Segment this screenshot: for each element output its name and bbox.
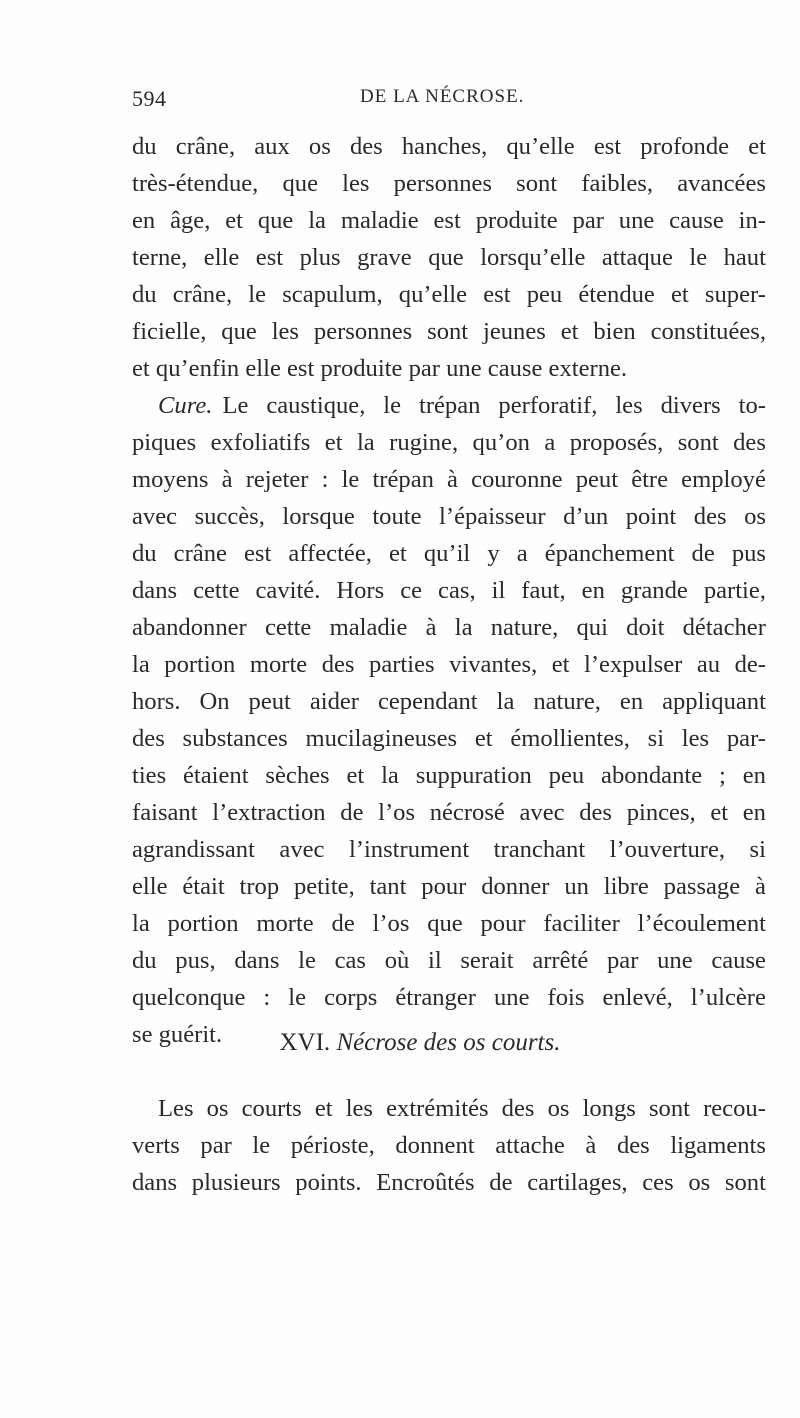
word: trépan: [372, 466, 434, 493]
word: tranchant: [493, 836, 586, 863]
section-title: Nécrose des os courts.: [336, 1029, 561, 1056]
word: crâne,: [172, 281, 233, 308]
word: à: [754, 873, 766, 900]
word: des: [132, 725, 165, 752]
word: dans: [234, 947, 280, 974]
word: périoste,: [290, 1132, 375, 1159]
text-line: [132, 683, 766, 720]
word: crâne: [173, 540, 227, 567]
word: le: [341, 466, 360, 493]
text-line: [132, 1090, 766, 1127]
word: peut: [575, 466, 619, 493]
word: haut: [723, 244, 766, 271]
word: passage: [663, 873, 741, 900]
word: longs: [582, 1095, 636, 1122]
word: au: [696, 651, 721, 678]
word: hanches,: [401, 133, 488, 160]
word: ces: [642, 1169, 674, 1196]
word: maladie: [329, 614, 408, 641]
word: morte: [249, 651, 308, 678]
word: profonde: [640, 133, 730, 160]
word: enlevé,: [602, 984, 673, 1011]
text-line: [132, 572, 766, 609]
word: les: [342, 170, 370, 197]
cure-first-line: Le caustique, le trépan perforatif, les divers to-: [222, 392, 766, 419]
word: os: [206, 1095, 229, 1122]
word: le: [288, 984, 307, 1011]
word: âge,: [170, 207, 211, 234]
word: qu’elle: [506, 133, 575, 160]
word: les: [345, 1095, 374, 1122]
word: ;: [718, 762, 726, 789]
text-line: [132, 720, 766, 757]
word: points.: [295, 1169, 362, 1196]
word: exfoliatifs: [210, 429, 311, 456]
word: par-: [726, 725, 766, 752]
word: cas: [334, 947, 366, 974]
word: une: [657, 947, 693, 974]
word: nature,: [533, 688, 601, 715]
word: nécrosé: [429, 799, 505, 826]
word: et: [560, 318, 579, 345]
word: ligaments: [670, 1132, 766, 1159]
word: émollientes,: [510, 725, 630, 752]
word: cependant: [377, 688, 478, 715]
word: que: [427, 910, 463, 937]
word: en: [619, 688, 644, 715]
word: était: [182, 873, 225, 900]
word: crâne,: [175, 133, 236, 160]
text-line: [132, 1164, 766, 1201]
word: os: [688, 1169, 711, 1196]
word: portion: [164, 651, 236, 678]
word: l’os: [372, 910, 410, 937]
word: moyens: [132, 466, 209, 493]
word: avec: [519, 799, 565, 826]
running-head: [132, 86, 752, 116]
word: que: [428, 244, 464, 271]
word: produite: [475, 207, 558, 234]
word: et: [474, 725, 493, 752]
word: abondante: [601, 762, 703, 789]
word: du: [132, 281, 157, 308]
text-line: [132, 905, 766, 942]
word: en: [581, 577, 605, 604]
word: couronne: [471, 466, 563, 493]
word: à: [585, 1132, 597, 1159]
word: à: [425, 614, 437, 641]
word: suppuration: [415, 762, 532, 789]
word: et: [314, 1095, 333, 1122]
word: sont: [677, 429, 719, 456]
word: libre: [603, 873, 649, 900]
word: peut: [248, 688, 291, 715]
word: est: [433, 207, 461, 234]
word: qui: [576, 614, 608, 641]
word: faisant: [132, 799, 198, 826]
word: la: [454, 614, 473, 641]
word: aux: [254, 133, 290, 160]
word: rugine,: [389, 429, 459, 456]
word: être: [631, 466, 669, 493]
word: pour: [480, 910, 526, 937]
word: ce: [400, 577, 423, 604]
word: une: [618, 207, 655, 234]
text-line: [132, 535, 766, 572]
word: os: [308, 133, 331, 160]
text-line: [132, 942, 766, 979]
text-line: [132, 461, 766, 498]
text-line: [132, 239, 766, 276]
word: trop: [239, 873, 280, 900]
word: employé: [681, 466, 766, 493]
word: le: [252, 1132, 271, 1159]
word: de: [331, 910, 355, 937]
word: Encroûtés: [376, 1169, 475, 1196]
word: et: [710, 799, 729, 826]
word: est: [593, 133, 622, 160]
word: On: [199, 688, 230, 715]
word: plus: [299, 244, 341, 271]
word: cause: [669, 207, 724, 234]
word: ties: [132, 762, 167, 789]
word: petite,: [293, 873, 355, 900]
text-line: [132, 646, 766, 683]
word: qu’on: [472, 429, 530, 456]
section-heading: [0, 1025, 800, 1061]
word: morte: [256, 910, 314, 937]
text-line: [132, 868, 766, 905]
word: scapulum,: [282, 281, 383, 308]
word: substances: [182, 725, 288, 752]
word: mucilagineuses: [305, 725, 458, 752]
word: cartilages,: [527, 1169, 628, 1196]
text-line: se guérit.: [132, 1021, 223, 1048]
word: l’épaisseur: [439, 503, 546, 530]
text-line-cure: [132, 387, 766, 424]
word: sont: [724, 1169, 766, 1196]
word: fois: [547, 984, 585, 1011]
word: la: [381, 762, 399, 789]
word: étaient: [183, 762, 249, 789]
word: du: [132, 947, 157, 974]
word: elle: [203, 244, 240, 271]
word: attaque: [601, 244, 673, 271]
word: et: [225, 207, 243, 234]
word: avec: [132, 503, 178, 530]
word: et: [551, 651, 570, 678]
word: portion: [167, 910, 239, 937]
word: en: [132, 207, 156, 234]
word: et: [388, 540, 407, 567]
word: la: [308, 207, 326, 234]
text-line: [132, 831, 766, 868]
word: appliquant: [662, 688, 766, 715]
word: les: [681, 725, 710, 752]
word: succès,: [194, 503, 265, 530]
word: :: [321, 466, 329, 493]
word: par: [200, 1132, 232, 1159]
word: plusieurs: [191, 1169, 281, 1196]
word: doit: [626, 614, 665, 641]
word: l’ulcère: [690, 984, 766, 1011]
word: un: [564, 873, 589, 900]
word: des: [693, 503, 727, 530]
word: os: [744, 503, 766, 530]
word: épanchement: [544, 540, 675, 567]
word: :: [263, 984, 271, 1011]
word: rejeter: [245, 466, 309, 493]
text-line: et qu’enfin elle est produite par une cause externe.: [132, 355, 628, 382]
word: des: [579, 799, 613, 826]
word: sont: [516, 170, 558, 197]
running-title: DE LA NÉCROSE.: [360, 86, 525, 107]
word: dans: [132, 1169, 178, 1196]
word: nature,: [490, 614, 559, 641]
word: de-: [734, 651, 766, 678]
word: l’os: [378, 799, 416, 826]
word: quelconque: [132, 984, 246, 1011]
word: si: [647, 725, 665, 752]
word: une: [493, 984, 530, 1011]
word: sont: [648, 1095, 690, 1122]
word: cavité.: [255, 577, 321, 604]
word: étranger: [395, 984, 476, 1011]
word: en: [742, 762, 766, 789]
word: des: [349, 133, 383, 160]
word: peu: [526, 281, 563, 308]
word: personnes: [393, 170, 492, 197]
word: du: [132, 133, 157, 160]
word: de: [489, 1169, 513, 1196]
page-number: 594: [132, 86, 167, 111]
word: personnes: [313, 318, 413, 345]
word: est: [255, 244, 284, 271]
word: l’extraction: [212, 799, 326, 826]
word: la: [496, 688, 515, 715]
text-line: [132, 276, 766, 313]
word: vivantes,: [449, 651, 538, 678]
word: abandonner: [132, 614, 247, 641]
word: des: [501, 1095, 535, 1122]
text-line: [132, 794, 766, 831]
word: et: [324, 429, 343, 456]
word: le: [689, 244, 708, 271]
word: où: [384, 947, 410, 974]
word: est: [244, 540, 272, 567]
word: la: [356, 429, 375, 456]
word: en: [742, 799, 766, 826]
word: in-: [738, 207, 766, 234]
word: attache: [495, 1132, 565, 1159]
word: sèches: [265, 762, 330, 789]
word: des: [733, 429, 766, 456]
text-line: [132, 979, 766, 1016]
word: arrêté: [532, 947, 589, 974]
body-text-section: [132, 1090, 766, 1201]
word: du: [132, 540, 157, 567]
word: donnent: [395, 1132, 475, 1159]
word: que: [221, 318, 257, 345]
word: lorsqu’elle: [480, 244, 586, 271]
word: faciliter: [543, 910, 620, 937]
word: les: [271, 318, 300, 345]
word: maladie: [340, 207, 419, 234]
word: le: [248, 281, 267, 308]
word: avec: [279, 836, 325, 863]
word: lorsque: [282, 503, 355, 530]
word: à: [221, 466, 233, 493]
text-line: [132, 313, 766, 350]
word: piques: [132, 429, 197, 456]
word: et: [346, 762, 365, 789]
word: peu: [548, 762, 585, 789]
word: sont: [427, 318, 469, 345]
word: dans: [132, 577, 178, 604]
cure-lead: Cure.: [158, 392, 213, 419]
text-line: [132, 165, 766, 202]
word: et: [671, 281, 689, 308]
word: y: [487, 540, 500, 567]
word: corps: [324, 984, 378, 1011]
word: partie,: [703, 577, 766, 604]
word: qu’elle: [398, 281, 468, 308]
word: tant: [369, 873, 407, 900]
word: la: [132, 910, 150, 937]
word: Les: [158, 1095, 194, 1122]
word: constituées,: [650, 318, 766, 345]
word: terne,: [132, 244, 188, 271]
word: courts: [241, 1095, 302, 1122]
word: grande: [620, 577, 688, 604]
word: parties: [369, 651, 435, 678]
word: elle: [132, 873, 168, 900]
word: donner: [481, 873, 550, 900]
word: des: [616, 1132, 650, 1159]
word: pus,: [175, 947, 216, 974]
word: si: [749, 836, 766, 863]
section-number: XVI.: [279, 1029, 331, 1056]
word: ficielle,: [132, 318, 207, 345]
word: détacher: [682, 614, 766, 641]
word: que: [257, 207, 294, 234]
body-text: [132, 128, 766, 1053]
word: a: [516, 540, 528, 567]
word: cause: [711, 947, 766, 974]
text-line: [132, 128, 766, 165]
text-line: [132, 609, 766, 646]
word: pus: [731, 540, 766, 567]
word: étendue: [578, 281, 655, 308]
word: proposés,: [569, 429, 664, 456]
word: l’écoulement: [637, 910, 766, 937]
word: par: [607, 947, 639, 974]
word: toute: [372, 503, 422, 530]
word: pour: [421, 873, 467, 900]
word: verts: [132, 1132, 180, 1159]
word: serait: [460, 947, 514, 974]
word: et: [748, 133, 766, 160]
word: bien: [593, 318, 636, 345]
word: agrandissant: [132, 836, 255, 863]
word: extrémités: [386, 1095, 489, 1122]
word: os: [547, 1095, 570, 1122]
word: jeunes: [483, 318, 546, 345]
word: faibles,: [581, 170, 654, 197]
word: que: [282, 170, 318, 197]
word: aider: [309, 688, 359, 715]
word: avancées: [677, 170, 766, 197]
word: il: [427, 947, 442, 974]
text-line: [132, 757, 766, 794]
word: faut,: [521, 577, 566, 604]
word: a: [544, 429, 556, 456]
text-line: [132, 498, 766, 535]
word: de: [691, 540, 715, 567]
word: super-: [704, 281, 766, 308]
word: qu’il: [423, 540, 471, 567]
word: cette: [193, 577, 240, 604]
word: il: [491, 577, 506, 604]
word: à: [447, 466, 458, 493]
word: très-étendue,: [132, 170, 259, 197]
word: l’ouverture,: [609, 836, 726, 863]
word: l’expulser: [584, 651, 683, 678]
word: grave: [357, 244, 412, 271]
text-line: [132, 1127, 766, 1164]
word: cas,: [438, 577, 476, 604]
word: hors.: [132, 688, 181, 715]
word: des: [321, 651, 355, 678]
text-line: [132, 424, 766, 461]
text-line: [132, 202, 766, 239]
word: d’un: [563, 503, 609, 530]
word: pinces,: [626, 799, 696, 826]
word: de: [340, 799, 364, 826]
word: recou-: [703, 1095, 766, 1122]
word: par: [572, 207, 604, 234]
word: point: [625, 503, 677, 530]
word: la: [132, 651, 150, 678]
word: l’instrument: [348, 836, 470, 863]
word: cette: [264, 614, 312, 641]
word: Hors: [336, 577, 385, 604]
word: le: [298, 947, 316, 974]
word: est: [483, 281, 511, 308]
word: affectée,: [288, 540, 372, 567]
